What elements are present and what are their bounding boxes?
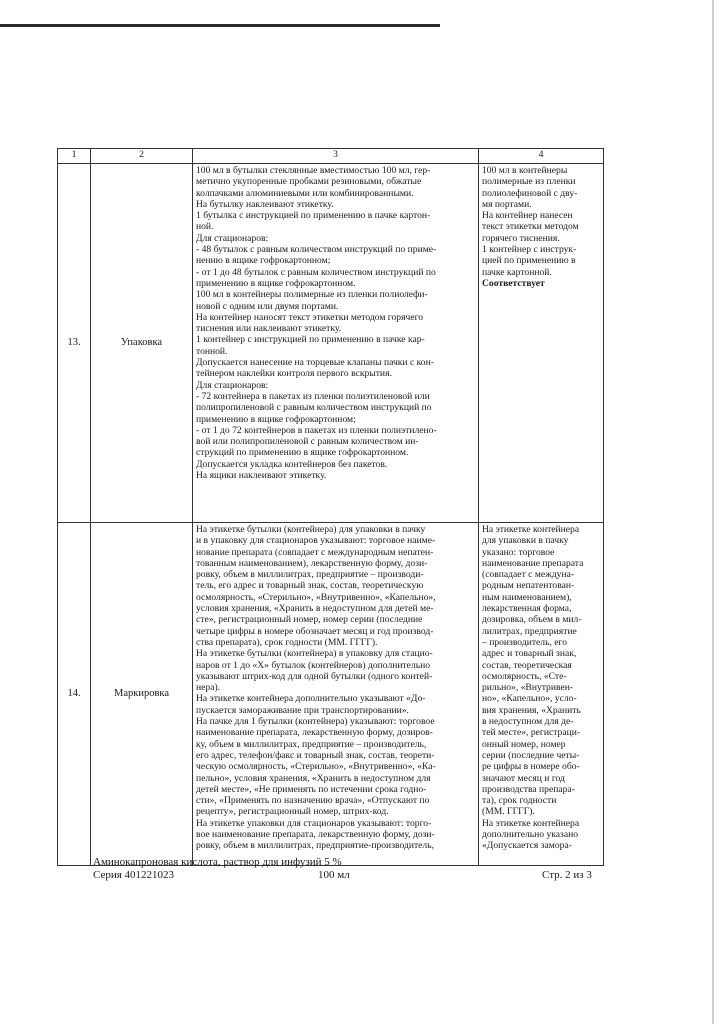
spec-line: Для стационаров: — [196, 379, 269, 391]
actual-line: для упаковки в пачку — [482, 535, 569, 547]
spec-line: - 72 контейнера в пакетах из пленки полиэтиленовой или — [196, 390, 430, 402]
spec-line: четыре цифры в номере обозначает месяц и год производ- — [196, 625, 434, 637]
actual-line: осмолярность, «Сте- — [482, 670, 567, 682]
spec-line: наименование препарата, лекарственную форму, дозиров- — [196, 727, 433, 739]
spec-line: его адрес, телефон/факс и товарный знак, состав, теорети- — [196, 749, 435, 761]
spec-line: детей месте», «Не применять по истечении срока годно- — [196, 783, 427, 795]
spec-line: пельно», условия хранения, «Хранить в недоступном для — [196, 772, 431, 784]
spec-line: ровку, объем в миллилитрах, предприятие – производи- — [196, 569, 424, 581]
spec-line: нению в ящике гофрокартонном; — [196, 255, 331, 267]
actual-line: полимерные из пленки — [482, 176, 576, 188]
actual-line: вия хранения, «Хранить — [482, 704, 581, 716]
actual-line: цией по применению в — [482, 255, 576, 267]
footer-series: Серия 401221023 — [93, 869, 175, 881]
actual-line: тей месте», регистраци- — [482, 727, 581, 739]
spec-line: тонной. — [196, 345, 228, 357]
spec-cell — [193, 164, 479, 523]
spec-line: - от 1 до 48 бутылок с равным количеством инструкций по — [196, 266, 436, 278]
spec-line: На этикетке бутылки (контейнера) для упаковки в пачку — [196, 524, 426, 535]
actual-cell — [479, 164, 604, 523]
spec-line: метично укупоренные пробками резиновыми, обжатые — [196, 176, 422, 188]
spec-line: осмолярность, «Стерильно», «Внутривенно», «Капельно», — [196, 591, 436, 603]
actual-line: дозировка, объем в мил- — [482, 614, 582, 626]
table-header-row — [58, 149, 604, 164]
spec-line: - от 1 до 72 контейнеров в пакетах из пленки полиэтилено- — [196, 424, 437, 436]
verdict: Соответствует — [482, 277, 545, 289]
spec-line: Допускается укладка контейнеров без пакетов. — [196, 458, 388, 470]
row-number: 13. — [58, 164, 91, 523]
actual-line: На этикетке контейнера — [482, 817, 580, 829]
spec-line: 100 мл в контейнеры полимерные из пленки полиолефи- — [196, 289, 428, 301]
footer-volume: 100 мл — [318, 869, 350, 881]
spec-line: 100 мл в бутылки стеклянные вместимостью 100 мл, гер- — [196, 165, 431, 176]
actual-line: 1 контейнер с инструк- — [482, 244, 577, 256]
actual-line: та), срок годности — [482, 795, 557, 807]
row-name: Маркировка — [91, 523, 193, 866]
spec-line: ства препарата), срок годности (ММ. ГГГГ). — [196, 636, 378, 648]
actual-line: 100 мл в контейнеры — [482, 165, 568, 176]
spec-line: наров от 1 до «Х» бутылок (контейнеров) дополнительно — [196, 659, 431, 671]
actual-line: онный номер, номер — [482, 738, 566, 750]
actual-line: ным наименованием), — [482, 591, 572, 603]
spec-line: - 48 бутылок с равным количеством инструкций по приме- — [196, 244, 437, 256]
spec-line: условия хранения, «Хранить в недоступном для детей ме- — [196, 603, 434, 615]
actual-line: мя портами. — [482, 198, 532, 210]
spec-line: ровку, объем в миллилитрах, предприятие-производитель, — [196, 840, 434, 852]
spec-line: На бутылку наклеивают этикетку. — [196, 198, 334, 210]
scan-right-edge — [712, 0, 714, 1024]
actual-line: значают месяц и год — [482, 772, 565, 784]
actual-line: состав, теоретическая — [482, 659, 572, 671]
actual-line: – производитель, его — [482, 636, 568, 648]
scan-top-edge — [0, 24, 440, 27]
spec-line: ной. — [196, 221, 214, 233]
row-number: 14. — [58, 523, 91, 866]
table-row-packaging — [58, 164, 604, 523]
actual-line: горячего тиснения. — [482, 232, 560, 244]
actual-line: дополнительно указано — [482, 829, 579, 841]
spec-line: тейнером наклейки контроля первого вскрытия. — [196, 368, 392, 380]
spec-cell — [193, 523, 479, 866]
header-col-2: 2 — [91, 149, 193, 164]
spec-line: 1 бутылка с инструкцией по применению в пачке картон- — [196, 210, 431, 222]
specification-table — [57, 148, 604, 866]
spec-line: Для стационаров: — [196, 232, 269, 244]
actual-line: На этикетке контейнера — [482, 524, 580, 535]
spec-line: ческую осмолярность, «Стерильно», «Внутривенно», «Ка- — [196, 761, 436, 773]
actual-line: наименование препарата — [482, 557, 584, 569]
actual-line: На контейнер нанесен — [482, 210, 573, 222]
spec-line: сти», «Применять по назначению врача», «Отпускают по — [196, 795, 430, 807]
spec-line: нера). — [196, 682, 221, 694]
actual-line: серии (последние четы- — [482, 749, 580, 761]
spec-line: На пачке для 1 бутылки (контейнера) указывают: торговое — [196, 716, 435, 728]
spec-line: вое наименование препарата, лекарственную форму, дози- — [196, 829, 435, 841]
spec-line: На этикетке бутылки (контейнера) в упаковку для стацио- — [196, 648, 433, 660]
spec-line: рецепту», регистрационный номер, штрих-код. — [196, 806, 389, 818]
spec-line: ку, объем в миллилитрах, предприятие – производитель, — [196, 738, 427, 750]
spec-line: 1 контейнер с инструкцией по применению в пачке кар- — [196, 334, 425, 346]
spec-line: Допускается нанесение на торцевые клапаны пачки с кон- — [196, 357, 434, 369]
header-col-1: 1 — [58, 149, 91, 164]
spec-line: тиснения или наклеивают этикетку. — [196, 323, 342, 335]
actual-line: родным непатентован- — [482, 580, 575, 592]
actual-cell — [479, 523, 604, 866]
spec-line: применению в ящике гофрокартонном; — [196, 413, 356, 425]
spec-line: колпачками алюминиевыми или комбинированными. — [196, 187, 414, 199]
actual-line: указано: торговое — [482, 546, 555, 558]
actual-line: лекарственная форма, — [482, 603, 572, 615]
spec-line: указывают штрих-код для одной бутылки (одного контей- — [196, 670, 433, 682]
header-col-4: 4 — [479, 149, 604, 164]
spec-line: полипропиленовой с равным количеством инструкций по — [196, 402, 432, 414]
spec-line: применению в ящике гофрокартонном. — [196, 277, 356, 289]
table-row-labeling — [58, 523, 604, 866]
actual-line: (совпадает с междуна- — [482, 569, 575, 581]
spec-line: сте», регистрационный номер, номер серии (последние — [196, 614, 423, 626]
actual-line: но», «Капельно», усло- — [482, 693, 577, 705]
spec-line: На этикетке контейнера дополнительно указывают «До- — [196, 693, 426, 705]
actual-line: адрес и товарный знак, — [482, 648, 577, 660]
actual-line: «Допускается замора- — [482, 840, 572, 852]
spec-line: вой или полипропиленовой с равным количеством ин- — [196, 436, 419, 448]
actual-line: текст этикетки методом — [482, 221, 579, 233]
row-name: Упаковка — [91, 164, 193, 523]
actual-line: рильно», «Внутривен- — [482, 682, 574, 694]
header-col-3: 3 — [193, 149, 479, 164]
actual-line: в недоступном для де- — [482, 716, 574, 728]
spec-line: тованным наименованием), лекарственную форму, дози- — [196, 557, 428, 569]
actual-line: пачке картонной. — [482, 266, 552, 278]
spec-line: и в упаковку для стационаров указывают: торговое наиме- — [196, 535, 436, 547]
actual-line: полиолефиновой с дву- — [482, 187, 578, 199]
actual-line: ре цифры в номере обо- — [482, 761, 580, 773]
actual-line: лилитрах, предприятие — [482, 625, 577, 637]
spec-line: новой с одним или двумя портами. — [196, 300, 339, 312]
spec-line: тель, его адрес и товарный знак, состав, теоретическую — [196, 580, 424, 592]
actual-line: производства препара- — [482, 783, 575, 795]
spec-line: нование препарата (совпадает с международным непатен- — [196, 546, 434, 558]
footer-product-name: Аминокапроновая кислота, раствор для инфузий 5 % — [93, 856, 342, 868]
spec-line: пускается замораживание при транспортировании». — [196, 704, 409, 716]
actual-line: (ММ. ГГГГ). — [482, 806, 535, 818]
footer-page-number: Стр. 2 из 3 — [542, 869, 592, 881]
spec-line: струкций по применению в ящике гофрокартонном. — [196, 447, 409, 459]
spec-line: На этикетке упаковки для стационаров указывают: торго- — [196, 817, 432, 829]
spec-line: На ящики наклеивают этикетку. — [196, 470, 327, 482]
spec-line: На контейнер наносят текст этикетки методом горячего — [196, 311, 424, 323]
